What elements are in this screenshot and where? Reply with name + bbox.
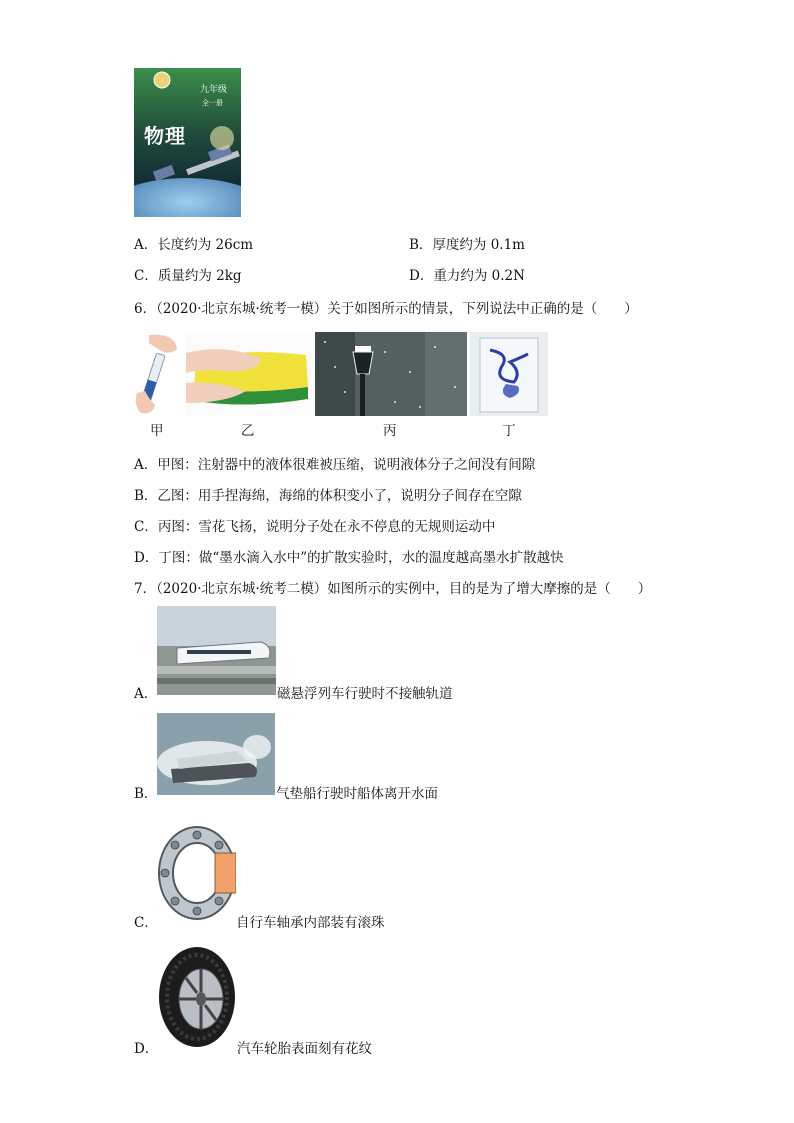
- q7-option-b-text: 气垫船行驶时船体离开水面: [276, 786, 438, 802]
- q7-stem: 7．（2020·北京东城·统考二模）如图所示的实例中，目的是为了增大摩擦的是（ ）: [134, 581, 652, 597]
- q6-option-d: D．丁图：做“墨水滴入水中”的扩散实验时，水的温度越高墨水扩散越快: [134, 550, 564, 566]
- bearing-image: [157, 825, 236, 923]
- q7-option-a-text: 磁悬浮列车行驶时不接触轨道: [277, 686, 453, 702]
- q5-option-b: B．厚度约为 0.1m: [409, 237, 525, 253]
- sponge-image: [186, 333, 312, 416]
- q5-option-a: A．长度约为 26cm: [134, 237, 254, 253]
- physics-textbook-cover-image: [134, 68, 241, 217]
- book-grade-label: 九年级: [200, 85, 228, 95]
- q6-option-b: B．乙图：用手捏海绵，海绵的体积变小了，说明分子间存在空隙: [134, 488, 522, 504]
- q6-option-a: A．甲图：注射器中的液体很难被压缩，说明液体分子之间没有间隙: [134, 457, 536, 473]
- book-volume-label: 全一册: [202, 99, 223, 107]
- q6-option-c: C．丙图：雪花飞扬，说明分子处在永不停息的无规则运动中: [134, 519, 496, 535]
- q7-option-c-letter: C．: [134, 915, 158, 931]
- book-subject-title: 物理: [144, 124, 186, 148]
- car-tire-image: [157, 945, 236, 1049]
- caption-yi: 乙: [241, 423, 255, 439]
- caption-bing: 丙: [383, 423, 397, 439]
- ink-diffusion-image: [470, 332, 548, 416]
- q6-stem: 6．（2020·北京东城·统考一模）关于如图所示的情景，下列说法中正确的是（ ）: [134, 301, 638, 317]
- caption-ding: 丁: [502, 423, 516, 439]
- q7-option-b-letter: B．: [134, 786, 158, 802]
- syringe-image: [131, 333, 181, 416]
- caption-jia: 甲: [150, 423, 164, 439]
- q7-option-a-letter: A．: [134, 686, 158, 702]
- q5-option-d: D．重力约为 0.2N: [409, 268, 525, 284]
- q7-option-d-text: 汽车轮胎表面刻有花纹: [237, 1041, 372, 1057]
- hovercraft-image: [157, 713, 275, 795]
- q7-option-d-letter: D．: [134, 1041, 159, 1057]
- q7-option-c-text: 自行车轴承内部装有滚珠: [236, 915, 385, 931]
- snow-lamp-image: [315, 332, 467, 416]
- maglev-train-image: [157, 606, 276, 695]
- q5-option-c: C．质量约为 2kg: [134, 268, 242, 284]
